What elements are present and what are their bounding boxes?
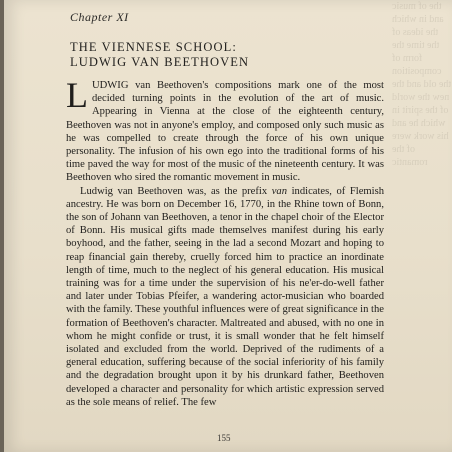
paragraph-2: Ludwig van Beethoven was, as the prefix van indicates, of Flemish ancestry. He was born on December 16, 1770, in the Rhine town of Bonn, the son of Johann van Beethoven, a tenor in the chapel choir of the Elector of Bonn. His musical gifts made themselves manifest during his early boyhood, and the father, seeing in the lad a second Mozart and hoping to reap financial gain thereby, cruelly forced him to practice an inordinate length of time, much to the neglect of his general education. His musical training was for a time under the supervision of his ne'er-do-well father and later under Tobias Pfeifer, a wandering actor-musician who boarded with the family. These youthful influences were of great significance in the formation of Beethoven's character. Maltreated and abused, with no one in whom he might confide or trust, it is small wonder that he felt himself isolated and excluded from the world. Deprived of the rudiments of a general education, suffering because of the social inferiority of his family and the degradation brought upon it by his drunkard father, Beethoven developed a character and personality for which artistic expression served as the sole means of relief. The few xyxy=(66,185,385,408)
drop-cap: L xyxy=(66,75,88,115)
chapter-title-line-1: THE VIENNESE SCHOOL: xyxy=(70,40,237,54)
page-number: 155 xyxy=(217,433,231,443)
chapter-title-line-2: LUDWIG VAN BEETHOVEN xyxy=(70,55,250,69)
italic-van: van xyxy=(271,185,288,197)
book-page xyxy=(4,0,452,452)
paragraph-1-text: UDWIG van Beethoven's compositions mark one of the most decided turning points in the evolution of the art of music. Appearing in Vienna at the close of the eighteenth century, Beethoven was not in anyone's employ, and composed only such music as he was compelled to create through the force of his own unique personality. The infusion of his own ego into the traditional forms of his time paved the way for most of the music of the nineteenth century. It was Beethoven who sired the romantic movement in music. xyxy=(66,80,384,184)
bleed-through-text: the of music and in which the ideas of the time the form of composition the old and the new the world of the spirit in which he and his work were of the romantic xyxy=(392,1,452,168)
chapter-label: Chapter XI xyxy=(70,10,129,24)
chapter-body xyxy=(66,75,385,409)
paragraph-1 xyxy=(66,75,384,185)
